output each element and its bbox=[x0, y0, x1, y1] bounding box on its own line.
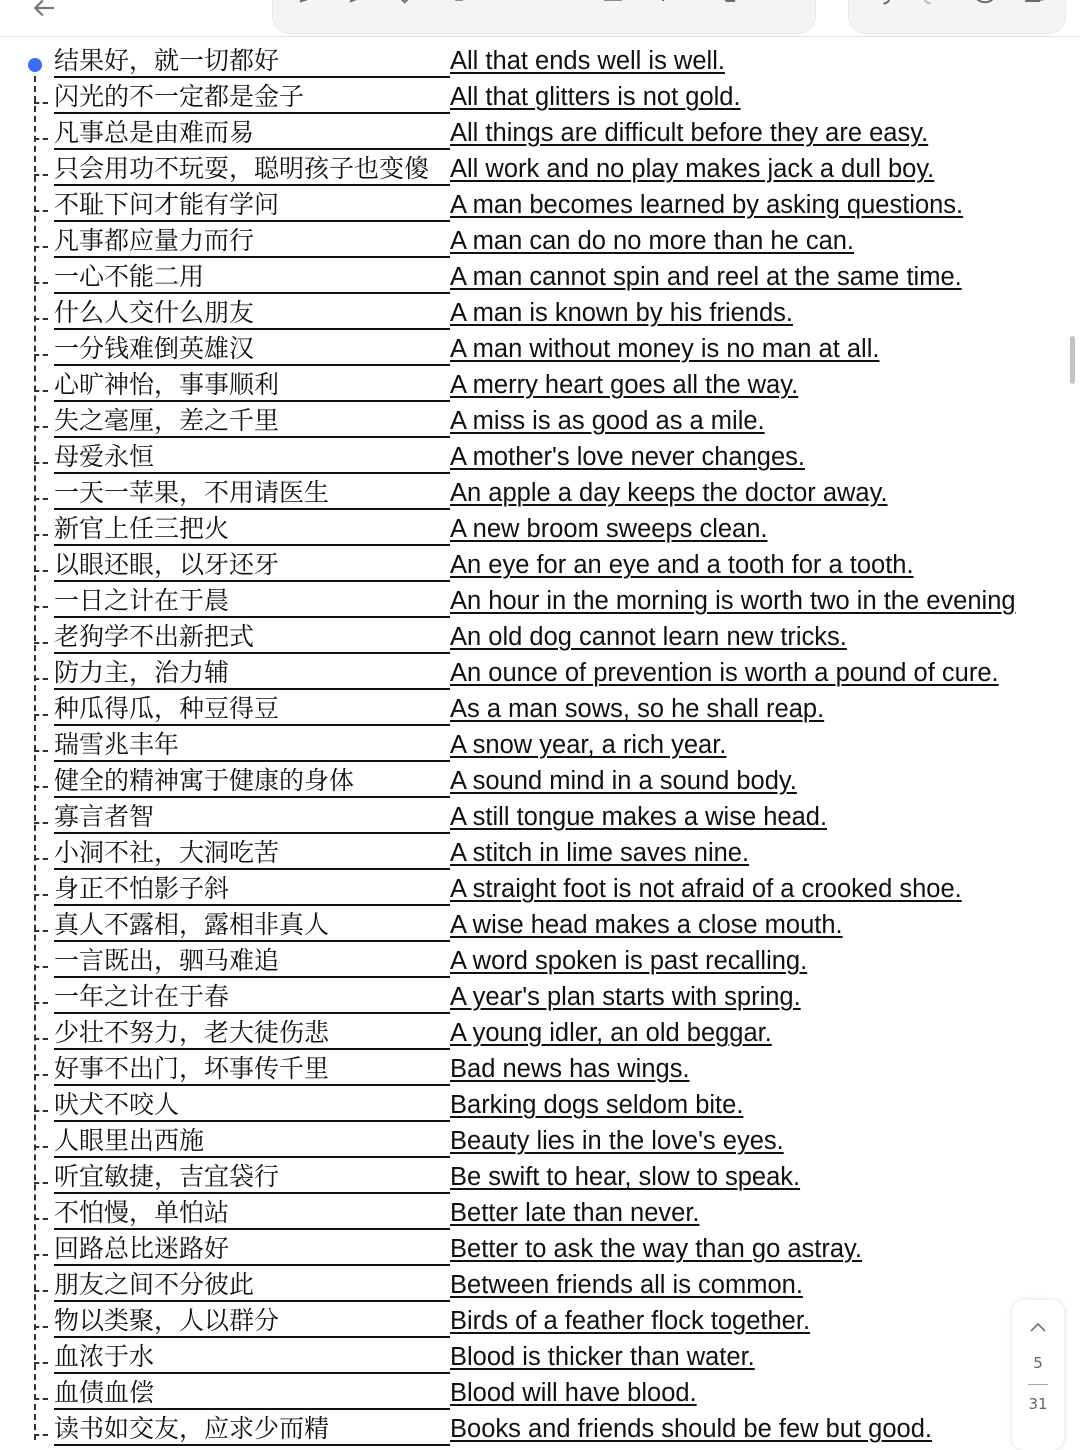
chinese-proverb: 血浓于水 bbox=[54, 1342, 450, 1374]
outline-branch bbox=[34, 714, 48, 716]
chinese-proverb: 新官上任三把火 bbox=[54, 514, 450, 546]
chinese-proverb: 凡事总是由难而易 bbox=[54, 118, 450, 150]
outline-branch bbox=[34, 390, 48, 392]
outline-branch bbox=[34, 282, 48, 284]
proverb-row[interactable] bbox=[0, 404, 1080, 440]
chinese-proverb: 小洞不社，大洞吃苦 bbox=[54, 838, 450, 870]
english-proverb: An eye for an eye and a tooth for a tooth. bbox=[450, 551, 914, 579]
proverb-row[interactable] bbox=[0, 440, 1080, 476]
outline-branch bbox=[34, 1038, 48, 1040]
chinese-proverb: 回路总比迷路好 bbox=[54, 1234, 450, 1266]
outline-branch bbox=[34, 930, 48, 932]
chinese-proverb: 失之毫厘，差之千里 bbox=[54, 406, 450, 438]
english-proverb: A merry heart goes all the way. bbox=[450, 371, 799, 399]
marker-icon[interactable] bbox=[343, 0, 379, 9]
proverb-row[interactable] bbox=[0, 116, 1080, 152]
english-proverb: A stitch in lime saves nine. bbox=[450, 839, 750, 867]
outline-branch bbox=[34, 426, 48, 428]
english-proverb: Blood will have blood. bbox=[450, 1379, 697, 1407]
outline-branch bbox=[34, 1254, 48, 1256]
outline-branch bbox=[34, 1218, 48, 1220]
chinese-proverb: 不怕慢，单怕站 bbox=[54, 1198, 450, 1230]
lasso-icon[interactable] bbox=[545, 0, 581, 9]
proverb-row[interactable] bbox=[0, 584, 1080, 620]
outline-branch bbox=[34, 966, 48, 968]
english-proverb: A man without money is no man at all. bbox=[450, 335, 880, 363]
image-icon[interactable] bbox=[595, 0, 631, 9]
proverb-row[interactable] bbox=[0, 1124, 1080, 1160]
proverb-row[interactable] bbox=[0, 332, 1080, 368]
english-proverb: A young idler, an old beggar. bbox=[450, 1019, 772, 1047]
english-proverb: An hour in the morning is worth two in the evening bbox=[450, 587, 1016, 615]
english-proverb: A mother's love never changes. bbox=[450, 443, 805, 471]
proverb-row[interactable] bbox=[0, 152, 1080, 188]
english-proverb: A straight foot is not afraid of a crooked shoe. bbox=[450, 875, 962, 903]
scrollbar-thumb[interactable] bbox=[1070, 336, 1075, 384]
outline-branch bbox=[34, 138, 48, 140]
history-tools-bar bbox=[848, 0, 1066, 34]
outline-branch bbox=[34, 354, 48, 356]
chinese-proverb: 物以类聚，人以群分 bbox=[54, 1306, 450, 1338]
english-proverb: All that glitters is not gold. bbox=[450, 83, 741, 111]
proverb-row[interactable] bbox=[0, 44, 1080, 80]
outline-branch bbox=[34, 1362, 48, 1364]
outline-branch bbox=[34, 1434, 48, 1436]
page-divider bbox=[1028, 1384, 1048, 1385]
chinese-proverb: 一分钱难倒英雄汉 bbox=[54, 334, 450, 366]
outline-branch bbox=[34, 1326, 48, 1328]
chevron-right-icon[interactable] bbox=[765, 0, 801, 9]
proverb-row[interactable] bbox=[0, 512, 1080, 548]
outline-branch bbox=[34, 246, 48, 248]
chinese-proverb: 老狗学不出新把式 bbox=[54, 622, 450, 654]
outline-branch bbox=[34, 318, 48, 320]
highlighter-icon[interactable] bbox=[393, 0, 429, 9]
chinese-proverb: 种瓜得瓜，种豆得豆 bbox=[54, 694, 450, 726]
english-proverb: As a man sows, so he shall reap. bbox=[450, 695, 825, 723]
chinese-proverb: 好事不出门，坏事传千里 bbox=[54, 1054, 450, 1086]
outline-branch bbox=[34, 1110, 48, 1112]
english-proverb: Blood is thicker than water. bbox=[450, 1343, 755, 1371]
english-proverb: All things are difficult before they are easy. bbox=[450, 119, 929, 147]
english-proverb: A man becomes learned by asking questions. bbox=[450, 191, 964, 219]
proverb-row[interactable] bbox=[0, 260, 1080, 296]
outline-branch bbox=[34, 570, 48, 572]
proverb-row[interactable] bbox=[0, 80, 1080, 116]
english-proverb: Barking dogs seldom bite. bbox=[450, 1091, 744, 1119]
proverb-row[interactable] bbox=[0, 1160, 1080, 1196]
chinese-proverb: 什么人交什么朋友 bbox=[54, 298, 450, 330]
english-proverb: Beauty lies in the love's eyes. bbox=[450, 1127, 784, 1155]
proverb-row[interactable] bbox=[0, 1304, 1080, 1340]
back-arrow-icon[interactable] bbox=[26, 0, 62, 28]
outline-branch bbox=[34, 1002, 48, 1004]
text-icon[interactable] bbox=[495, 0, 531, 9]
pages-icon[interactable] bbox=[1017, 0, 1053, 9]
english-proverb: An old dog cannot learn new tricks. bbox=[450, 623, 847, 651]
proverb-row[interactable] bbox=[0, 188, 1080, 224]
outline-branch bbox=[34, 822, 48, 824]
outline-branch bbox=[34, 102, 48, 104]
proverb-row[interactable] bbox=[0, 224, 1080, 260]
microphone-icon[interactable] bbox=[645, 0, 681, 9]
hand-icon[interactable] bbox=[711, 0, 747, 9]
english-proverb: Bad news has wings. bbox=[450, 1055, 690, 1083]
eraser-icon[interactable] bbox=[443, 0, 479, 9]
english-proverb: Birds of a feather flock together. bbox=[450, 1307, 811, 1335]
english-proverb: Between friends all is common. bbox=[450, 1271, 803, 1299]
english-proverb: A snow year, a rich year. bbox=[450, 731, 727, 759]
english-proverb: Better to ask the way than go astray. bbox=[450, 1235, 862, 1263]
chinese-proverb: 凡事都应量力而行 bbox=[54, 226, 450, 258]
outline-branch bbox=[34, 1290, 48, 1292]
chinese-proverb: 人眼里出西施 bbox=[54, 1126, 450, 1158]
english-proverb: A man is known by his friends. bbox=[450, 299, 793, 327]
chinese-proverb: 以眼还眼，以牙还牙 bbox=[54, 550, 450, 582]
chinese-proverb: 不耻下问才能有学问 bbox=[54, 190, 450, 222]
chinese-proverb: 瑞雪兆丰年 bbox=[54, 730, 450, 762]
total-pages-number: 31 bbox=[1028, 1395, 1048, 1413]
proverb-row[interactable] bbox=[0, 836, 1080, 872]
proverb-row[interactable] bbox=[0, 656, 1080, 692]
chinese-proverb: 身正不怕影子斜 bbox=[54, 874, 450, 906]
outline-branch bbox=[34, 1182, 48, 1184]
chinese-proverb: 朋友之间不分彼此 bbox=[54, 1270, 450, 1302]
chinese-proverb: 吠犬不咬人 bbox=[54, 1090, 450, 1122]
chinese-proverb: 健全的精神寓于健康的身体 bbox=[54, 766, 450, 798]
proverb-row[interactable] bbox=[0, 728, 1080, 764]
proverb-row[interactable] bbox=[0, 1052, 1080, 1088]
proverb-row[interactable] bbox=[0, 1196, 1080, 1232]
english-proverb: A year's plan starts with spring. bbox=[450, 983, 801, 1011]
chinese-proverb: 防力主，治力辅 bbox=[54, 658, 450, 690]
chinese-proverb: 一天一苹果，不用请医生 bbox=[54, 478, 450, 510]
chinese-proverb: 听宜敏捷，吉宜袋行 bbox=[54, 1162, 450, 1194]
english-proverb: A word spoken is past recalling. bbox=[450, 947, 808, 975]
chinese-proverb: 结果好，就一切都好 bbox=[54, 46, 450, 78]
chinese-proverb: 读书如交友，应求少而精 bbox=[54, 1414, 450, 1446]
outline-root-node[interactable] bbox=[28, 58, 42, 72]
chinese-proverb: 闪光的不一定都是金子 bbox=[54, 82, 450, 114]
current-page-number: 5 bbox=[1033, 1354, 1043, 1372]
drawing-tools-bar bbox=[272, 0, 816, 34]
chinese-proverb: 真人不露相，露相非真人 bbox=[54, 910, 450, 942]
outline-branch bbox=[34, 1146, 48, 1148]
proverb-row[interactable] bbox=[0, 872, 1080, 908]
chinese-proverb: 一言既出，驷马难追 bbox=[54, 946, 450, 978]
outline-branch bbox=[34, 642, 48, 644]
proverb-row[interactable] bbox=[0, 800, 1080, 836]
chinese-proverb: 寡言者智 bbox=[54, 802, 450, 834]
chinese-proverb: 心旷神怡，事事顺利 bbox=[54, 370, 450, 402]
chinese-proverb: 只会用功不玩耍，聪明孩子也变傻 bbox=[54, 154, 450, 186]
proverb-row[interactable] bbox=[0, 764, 1080, 800]
proverb-row[interactable] bbox=[0, 944, 1080, 980]
outline-branch bbox=[34, 210, 48, 212]
outline-branch bbox=[34, 606, 48, 608]
chinese-proverb: 一年之计在于春 bbox=[54, 982, 450, 1014]
english-proverb: An apple a day keeps the doctor away. bbox=[450, 479, 888, 507]
undo-icon[interactable] bbox=[863, 0, 899, 9]
english-proverb: An ounce of prevention is worth a pound of cure. bbox=[450, 659, 999, 687]
english-proverb: Better late than never. bbox=[450, 1199, 700, 1227]
english-proverb: A miss is as good as a mile. bbox=[450, 407, 765, 435]
english-proverb: All work and no play makes jack a dull boy. bbox=[450, 155, 935, 183]
english-proverb: A new broom sweeps clean. bbox=[450, 515, 768, 543]
proverb-row[interactable] bbox=[0, 1376, 1080, 1412]
chevron-up-icon[interactable] bbox=[1026, 1316, 1050, 1340]
outline-branch bbox=[34, 786, 48, 788]
outline-branch bbox=[34, 498, 48, 500]
chinese-proverb: 少壮不努力，老大徒伤悲 bbox=[54, 1018, 450, 1050]
english-proverb: Books and friends should be few but good. bbox=[450, 1415, 932, 1443]
english-proverb: A man cannot spin and reel at the same time. bbox=[450, 263, 962, 291]
more-icon[interactable] bbox=[967, 0, 1003, 9]
outline-branch bbox=[34, 1074, 48, 1076]
proverb-row[interactable] bbox=[0, 980, 1080, 1016]
proverb-row[interactable] bbox=[0, 1412, 1080, 1448]
proverb-row[interactable] bbox=[0, 1088, 1080, 1124]
proverb-row[interactable] bbox=[0, 1232, 1080, 1268]
english-proverb: Be swift to hear, slow to speak. bbox=[450, 1163, 801, 1191]
proverb-row[interactable] bbox=[0, 692, 1080, 728]
chinese-proverb: 一心不能二用 bbox=[54, 262, 450, 294]
proverb-row[interactable] bbox=[0, 548, 1080, 584]
outline-branch bbox=[34, 462, 48, 464]
redo-icon[interactable] bbox=[915, 0, 951, 9]
proverb-row[interactable] bbox=[0, 296, 1080, 332]
proverb-row[interactable] bbox=[0, 620, 1080, 656]
proverb-row[interactable] bbox=[0, 368, 1080, 404]
top-toolbar bbox=[0, 0, 1080, 37]
english-proverb: A still tongue makes a wise head. bbox=[450, 803, 828, 831]
chinese-proverb: 一日之计在于晨 bbox=[54, 586, 450, 618]
proverb-row[interactable] bbox=[0, 476, 1080, 512]
english-proverb: All that ends well is well. bbox=[450, 47, 725, 75]
page-navigator bbox=[1012, 1300, 1064, 1450]
proverb-row[interactable] bbox=[0, 1340, 1080, 1376]
chinese-proverb: 母爱永恒 bbox=[54, 442, 450, 474]
chinese-proverb: 血债血偿 bbox=[54, 1378, 450, 1410]
outline-branch bbox=[34, 174, 48, 176]
outline-branch bbox=[34, 678, 48, 680]
pen-icon[interactable] bbox=[293, 0, 329, 9]
outline-branch bbox=[34, 894, 48, 896]
proverb-row[interactable] bbox=[0, 1016, 1080, 1052]
english-proverb: A sound mind in a sound body. bbox=[450, 767, 797, 795]
proverb-row[interactable] bbox=[0, 908, 1080, 944]
english-proverb: A wise head makes a close mouth. bbox=[450, 911, 843, 939]
proverb-row[interactable] bbox=[0, 1268, 1080, 1304]
english-proverb: A man can do no more than he can. bbox=[450, 227, 855, 255]
outline-branch bbox=[34, 1398, 48, 1400]
outline-branch bbox=[34, 858, 48, 860]
outline-branch bbox=[34, 750, 48, 752]
outline-branch bbox=[34, 534, 48, 536]
